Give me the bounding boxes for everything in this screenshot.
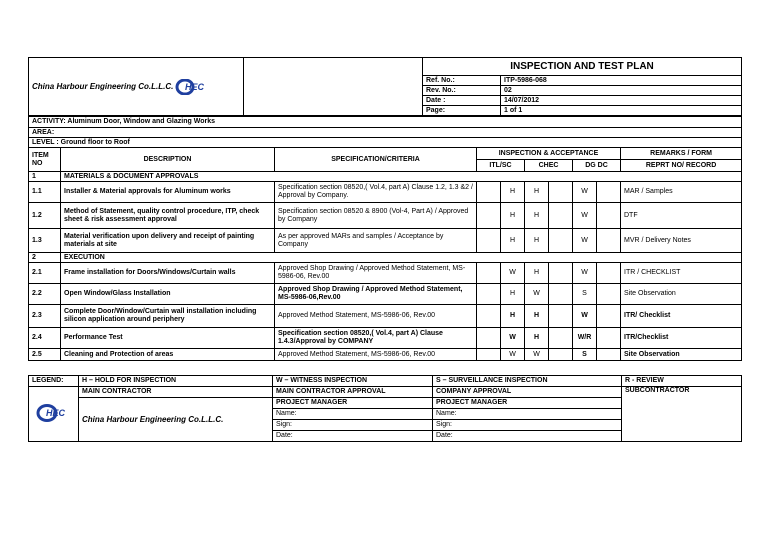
row-desc: Method of Statement, quality control procedure, ITP, check sheet & risk assessment approval (61, 203, 275, 229)
mc-pm-label: PROJECT MANAGER (273, 398, 433, 409)
row-no: 1.2 (29, 203, 61, 229)
row-no: 2.3 (29, 305, 61, 328)
table-row (29, 229, 742, 253)
row-dg: W (573, 229, 597, 253)
co-date-field: Date: (433, 431, 622, 442)
row-remarks: ITR / CHECKLIST (621, 263, 742, 284)
row-spec: Specification section 08520,( Vol.4, part A) Clause 1.4.3/Approval by COMPANY (275, 328, 477, 349)
row-remarks: DTF (621, 203, 742, 229)
row-itl: H (501, 203, 525, 229)
row-remarks: ITR/Checklist (621, 328, 742, 349)
row-spec: Specification section 08520 & 8900 (Vol-4, Part A) / Approved by Company (275, 203, 477, 229)
table-row (29, 263, 742, 284)
rev-value: 02 (501, 86, 742, 96)
row-chec: H (525, 263, 549, 284)
legend-hold: H – HOLD FOR INSPECTION (79, 376, 273, 387)
company-name: China Harbour Engineering Co.L.L.C. (32, 81, 174, 91)
main-contractor-label: MAIN CONTRACTOR (79, 387, 273, 398)
row-chec: H (525, 182, 549, 203)
row-remarks: Site Observation (621, 284, 742, 305)
doc-title: INSPECTION AND TEST PLAN (423, 58, 742, 76)
mc-date-field: Date: (273, 431, 433, 442)
row-chec: H (525, 203, 549, 229)
mc-sign-field: Sign: (273, 420, 433, 431)
date-label: Date : (423, 96, 501, 106)
header-table (28, 57, 742, 116)
subcontractor-label: SUBCONTRACTOR (622, 387, 742, 442)
row-dg: W (573, 305, 597, 328)
col-spec: SPECIFICATION/CRITERIA (275, 148, 477, 172)
row-remarks: MVR / Delivery Notes (621, 229, 742, 253)
col-chec: CHEC (525, 160, 573, 172)
mc-approval-label: MAIN CONTRACTOR APPROVAL (273, 387, 433, 398)
row-chec: H (525, 305, 549, 328)
row-remarks: MAR / Samples (621, 182, 742, 203)
page-value: 1 of 1 (501, 106, 742, 116)
row-itl: W (501, 349, 525, 361)
row-desc: Frame installation for Doors/Windows/Curtain walls (61, 263, 275, 284)
row-spec: Approved Method Statement, MS-5986-06, Rev.00 (275, 349, 477, 361)
page-label: Page: (423, 106, 501, 116)
activity-row: ACTIVITY: Aluminum Door, Window and Glazing Works (29, 117, 742, 128)
row-dg: W (573, 263, 597, 284)
row-dg: W (573, 203, 597, 229)
row-desc: Material verification upon delivery and receipt of painting materials at site (61, 229, 275, 253)
co-name-field: Name: (433, 409, 622, 420)
col-item-no: ITEM NO (29, 148, 61, 172)
rev-label: Rev. No.: (423, 86, 501, 96)
row-spec: Approved Method Statement, MS-5986-06, Rev.00 (275, 305, 477, 328)
row-remarks: ITR/ Checklist (621, 305, 742, 328)
section-title: MATERIALS & DOCUMENT APPROVALS (61, 172, 742, 182)
col-inspection: INSPECTION & ACCEPTANCE (477, 148, 621, 160)
row-chec: H (525, 328, 549, 349)
row-spec: As per approved MARs and samples / Acceptance by Company (275, 229, 477, 253)
legend-label: LEGEND: (29, 376, 79, 387)
legend-table (28, 375, 742, 442)
table-row (29, 305, 742, 328)
row-desc: Open Window/Glass Installation (61, 284, 275, 305)
table-row (29, 172, 742, 182)
legend-review: R - REVIEW (622, 376, 742, 387)
date-value: 14/07/2012 (501, 96, 742, 106)
ref-label: Ref. No.: (423, 76, 501, 86)
svg-text:HEC: HEC (45, 407, 65, 418)
row-no: 2.4 (29, 328, 61, 349)
row-chec: W (525, 349, 549, 361)
co-pm-label: PROJECT MANAGER (433, 398, 622, 409)
legend-surveillance: S – SURVEILLANCE INSPECTION (433, 376, 622, 387)
row-desc: Installer & Material approvals for Aluminum works (61, 182, 275, 203)
company-block (29, 58, 244, 116)
row-spec: Specification section 08520,( Vol.4, part A) Clause 1.2, 1.3 &2 / Approval by Company. (275, 182, 477, 203)
row-no: 2 (29, 253, 61, 263)
row-spec: Approved Shop Drawing / Approved Method Statement, MS-5986-06,Rev.00 (275, 284, 477, 305)
row-dg: W (573, 182, 597, 203)
row-remarks: Site Observation (621, 349, 742, 361)
itp-sheet (28, 57, 741, 442)
row-no: 1 (29, 172, 61, 182)
row-desc: Performance Test (61, 328, 275, 349)
col-dgdc: DG DC (573, 160, 621, 172)
table-row (29, 328, 742, 349)
row-dg: W/R (573, 328, 597, 349)
row-itl: H (501, 305, 525, 328)
company-approval-label: COMPANY APPROVAL (433, 387, 622, 398)
row-no: 1.3 (29, 229, 61, 253)
table-row (29, 349, 742, 361)
table-row (29, 284, 742, 305)
signoff-company: China Harbour Engineering Co.L.L.C. (79, 398, 273, 442)
level-row: LEVEL : Ground floor to Roof (29, 138, 742, 148)
co-sign-field: Sign: (433, 420, 622, 431)
row-no: 1.1 (29, 182, 61, 203)
row-no: 2.1 (29, 263, 61, 284)
section-title: EXECUTION (61, 253, 742, 263)
row-desc: Complete Door/Window/Curtain wall installation including silicon application around periphery (61, 305, 275, 328)
legend-witness: W – WITNESS INSPECTION (273, 376, 433, 387)
row-itl: W (501, 263, 525, 284)
col-remarks: REMARKS / FORM (621, 148, 742, 160)
chec-logo-icon (36, 404, 72, 422)
table-row (29, 182, 742, 203)
col-description: DESCRIPTION (61, 148, 275, 172)
row-desc: Cleaning and Protection of areas (61, 349, 275, 361)
mc-name-field: Name: (273, 409, 433, 420)
row-chec: H (525, 229, 549, 253)
itp-table (28, 116, 742, 361)
row-dg: S (573, 284, 597, 305)
table-row (29, 203, 742, 229)
table-row (29, 253, 742, 263)
row-spec: Approved Shop Drawing / Approved Method Statement, MS-5986-06, Rev.00 (275, 263, 477, 284)
col-remarks-2: REPRT NO/ RECORD (621, 160, 742, 172)
row-itl: H (501, 182, 525, 203)
row-chec: W (525, 284, 549, 305)
row-itl: H (501, 284, 525, 305)
row-no: 2.5 (29, 349, 61, 361)
row-itl: W (501, 328, 525, 349)
row-itl: H (501, 229, 525, 253)
header-spacer (244, 58, 423, 116)
ref-value: ITP-5986-068 (501, 76, 742, 86)
svg-text:HEC: HEC (185, 81, 205, 92)
chec-logo-cell (29, 387, 79, 442)
row-dg: S (573, 349, 597, 361)
area-row: AREA: (29, 128, 742, 138)
chec-logo-icon (175, 79, 209, 95)
row-no: 2.2 (29, 284, 61, 305)
col-itl: ITL/SC (477, 160, 525, 172)
